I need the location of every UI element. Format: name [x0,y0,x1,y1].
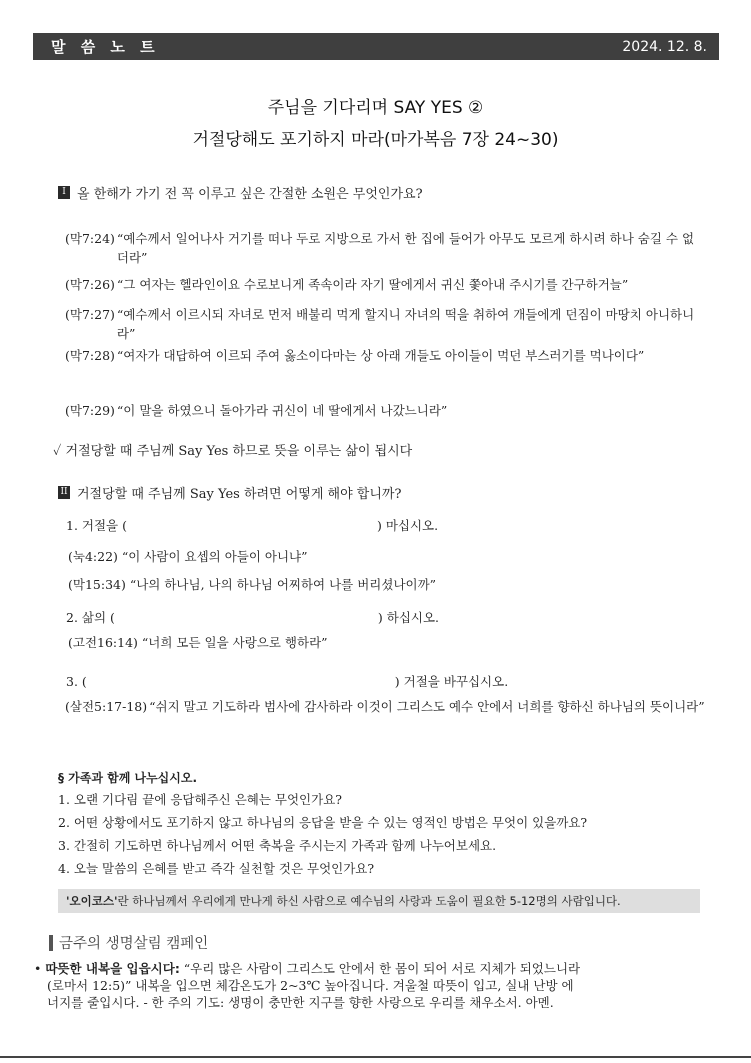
verse-line: (막15:34) “나의 하나님, 나의 하나님 어찌하여 나를 버리셨나이까” [68,577,437,592]
fill-blank-1-post: ) 마십시오. [376,518,439,533]
verse-text: “예수께서 일어나사 거기를 떠나 두로 지방으로 가서 한 집에 들어가 아무도 모르게 하시려 하나 숨길 수 없더라” [116,231,695,265]
bullet: • [34,961,42,976]
fill-blank-3 [66,672,508,690]
sermon-title: 주님을 기다리며 SAY YES ② [267,98,484,118]
verse-ref: (막7:29) [65,403,115,418]
campaign-title [49,932,208,953]
campaign-line2: (로마서 12:5)” 내복을 입으면 체감온도가 2~3℃ 높아집니다. 겨울철 따뜻이 입고, 실내 난방 에 [47,978,574,993]
title-bar-marker [49,935,53,951]
family-heading: § 가족과 함께 나누십시오. [58,771,198,785]
family-question: 1. 오랜 기다림 끝에 응답해주신 은혜는 무엇인가요? [58,792,342,807]
verse-item [65,697,705,716]
roman-numeral-1: I [58,186,70,199]
verse-text: “이 말을 하였으니 돌아가라 귀신이 네 딸에게서 나갔느니라” [116,403,448,418]
fill-blank-2-post: ) 하십시오. [377,610,440,625]
family-question: 4. 오늘 말씀의 은혜를 받고 즉각 실천할 것은 무엇인가요? [58,861,375,876]
fill-blank-3-post: ) 거절을 바꾸십시오. [394,674,509,689]
verse-text: “그 여자는 헬라인이요 수로보니게 족속이라 자기 딸에게서 귀신 쫓아내 주시기를 간구하거늘” [116,277,629,292]
campaign-title-text: 금주의 생명살림 캠페인 [59,936,209,952]
section2-question-text: 거절당할 때 주님께 Say Yes 하려면 어떻게 해야 합니까? [77,487,402,502]
verse-text: “예수께서 이르시되 자녀로 먼저 배불리 먹게 할지니 자녀의 떡을 취하여 개들에게 던짐이 마땅치 아니하니라” [116,307,695,341]
section1-question [58,183,423,202]
fill-blank-1-pre: 1. 거절을 ( [66,518,127,533]
verse-ref: (살전5:17-18) [65,699,148,714]
oikos-note [58,889,700,913]
verse-ref: (막7:26) [65,277,115,292]
bottom-divider [0,1056,751,1058]
verse-text: “여자가 대답하여 이르되 주여 옳소이다마는 상 아래 개들도 아이들이 먹던 부스러기를 먹나이다” [116,348,645,363]
family-question: 3. 간절히 기도하면 하나님께서 어떤 축복을 주시는지 가족과 함께 나누어보세요. [58,838,497,853]
verse-item [65,346,705,365]
fill-blank-2 [66,608,439,626]
fill-blank-1 [66,516,438,534]
fill-blank-2-pre: 2. 삶의 ( [66,610,115,625]
verse-text: “쉬지 말고 기도하라 범사에 감사하라 이것이 그리스도 예수 안에서 너희를 향하신 하나님의 뜻이니라” [149,699,705,714]
verse-ref: (막7:27) [65,307,115,322]
campaign-text [34,960,694,1011]
fill-blank-3-pre: 3. ( [66,674,87,689]
campaign-line1: “우리 많은 사람이 그리스도 안에서 한 몸이 되어 서로 지체가 되었느니라 [183,961,581,976]
family-question: 2. 어떤 상황에서도 포기하지 않고 하나님의 응답을 받을 수 있는 영적인 방법은 무엇이 있을까요? [58,815,588,830]
verse-line: (고전16:14) “너희 모든 일을 사랑으로 행하라” [68,635,328,650]
verse-item [65,401,705,420]
campaign-headline: 따뜻한 내복을 입읍시다: [45,961,180,976]
check-statement: ✓ 거절당할 때 주님께 Say Yes 하므로 뜻을 이루는 삶이 됩시다 [53,444,413,459]
verse-line: (눅4:22) “이 사람이 요셉의 아들이 아니냐” [68,549,308,564]
oikos-text: 란 하나님께서 우리에게 만나게 하신 사람으로 예수님의 사랑과 도움이 필요한 5-12명의 사람입니다. [117,894,621,908]
verse-ref: (막7:28) [65,348,115,363]
header-date: 2024. 12. 8. [622,38,707,55]
campaign-line3: 너지를 줄입시다. - 한 주의 기도: 생명이 충만한 지구를 향한 사랑으로 우리를 채우소서. 아멘. [47,995,554,1010]
header-title: 말 씀 노 트 [51,38,160,56]
verse-item [65,275,705,294]
section1-question-text: 올 한해가 가기 전 꼭 이루고 싶은 간절한 소원은 무엇인가요? [77,187,423,202]
verse-ref: (막7:24) [65,231,115,246]
oikos-term: '오이코스' [66,894,118,908]
verse-item [65,305,705,343]
section2-question [58,483,401,502]
roman-numeral-2: II [58,486,70,499]
header-bar [33,33,719,60]
verse-item [65,229,705,267]
sermon-subtitle: 거절당해도 포기하지 마라(마가복음 7장 24~30) [192,130,559,150]
